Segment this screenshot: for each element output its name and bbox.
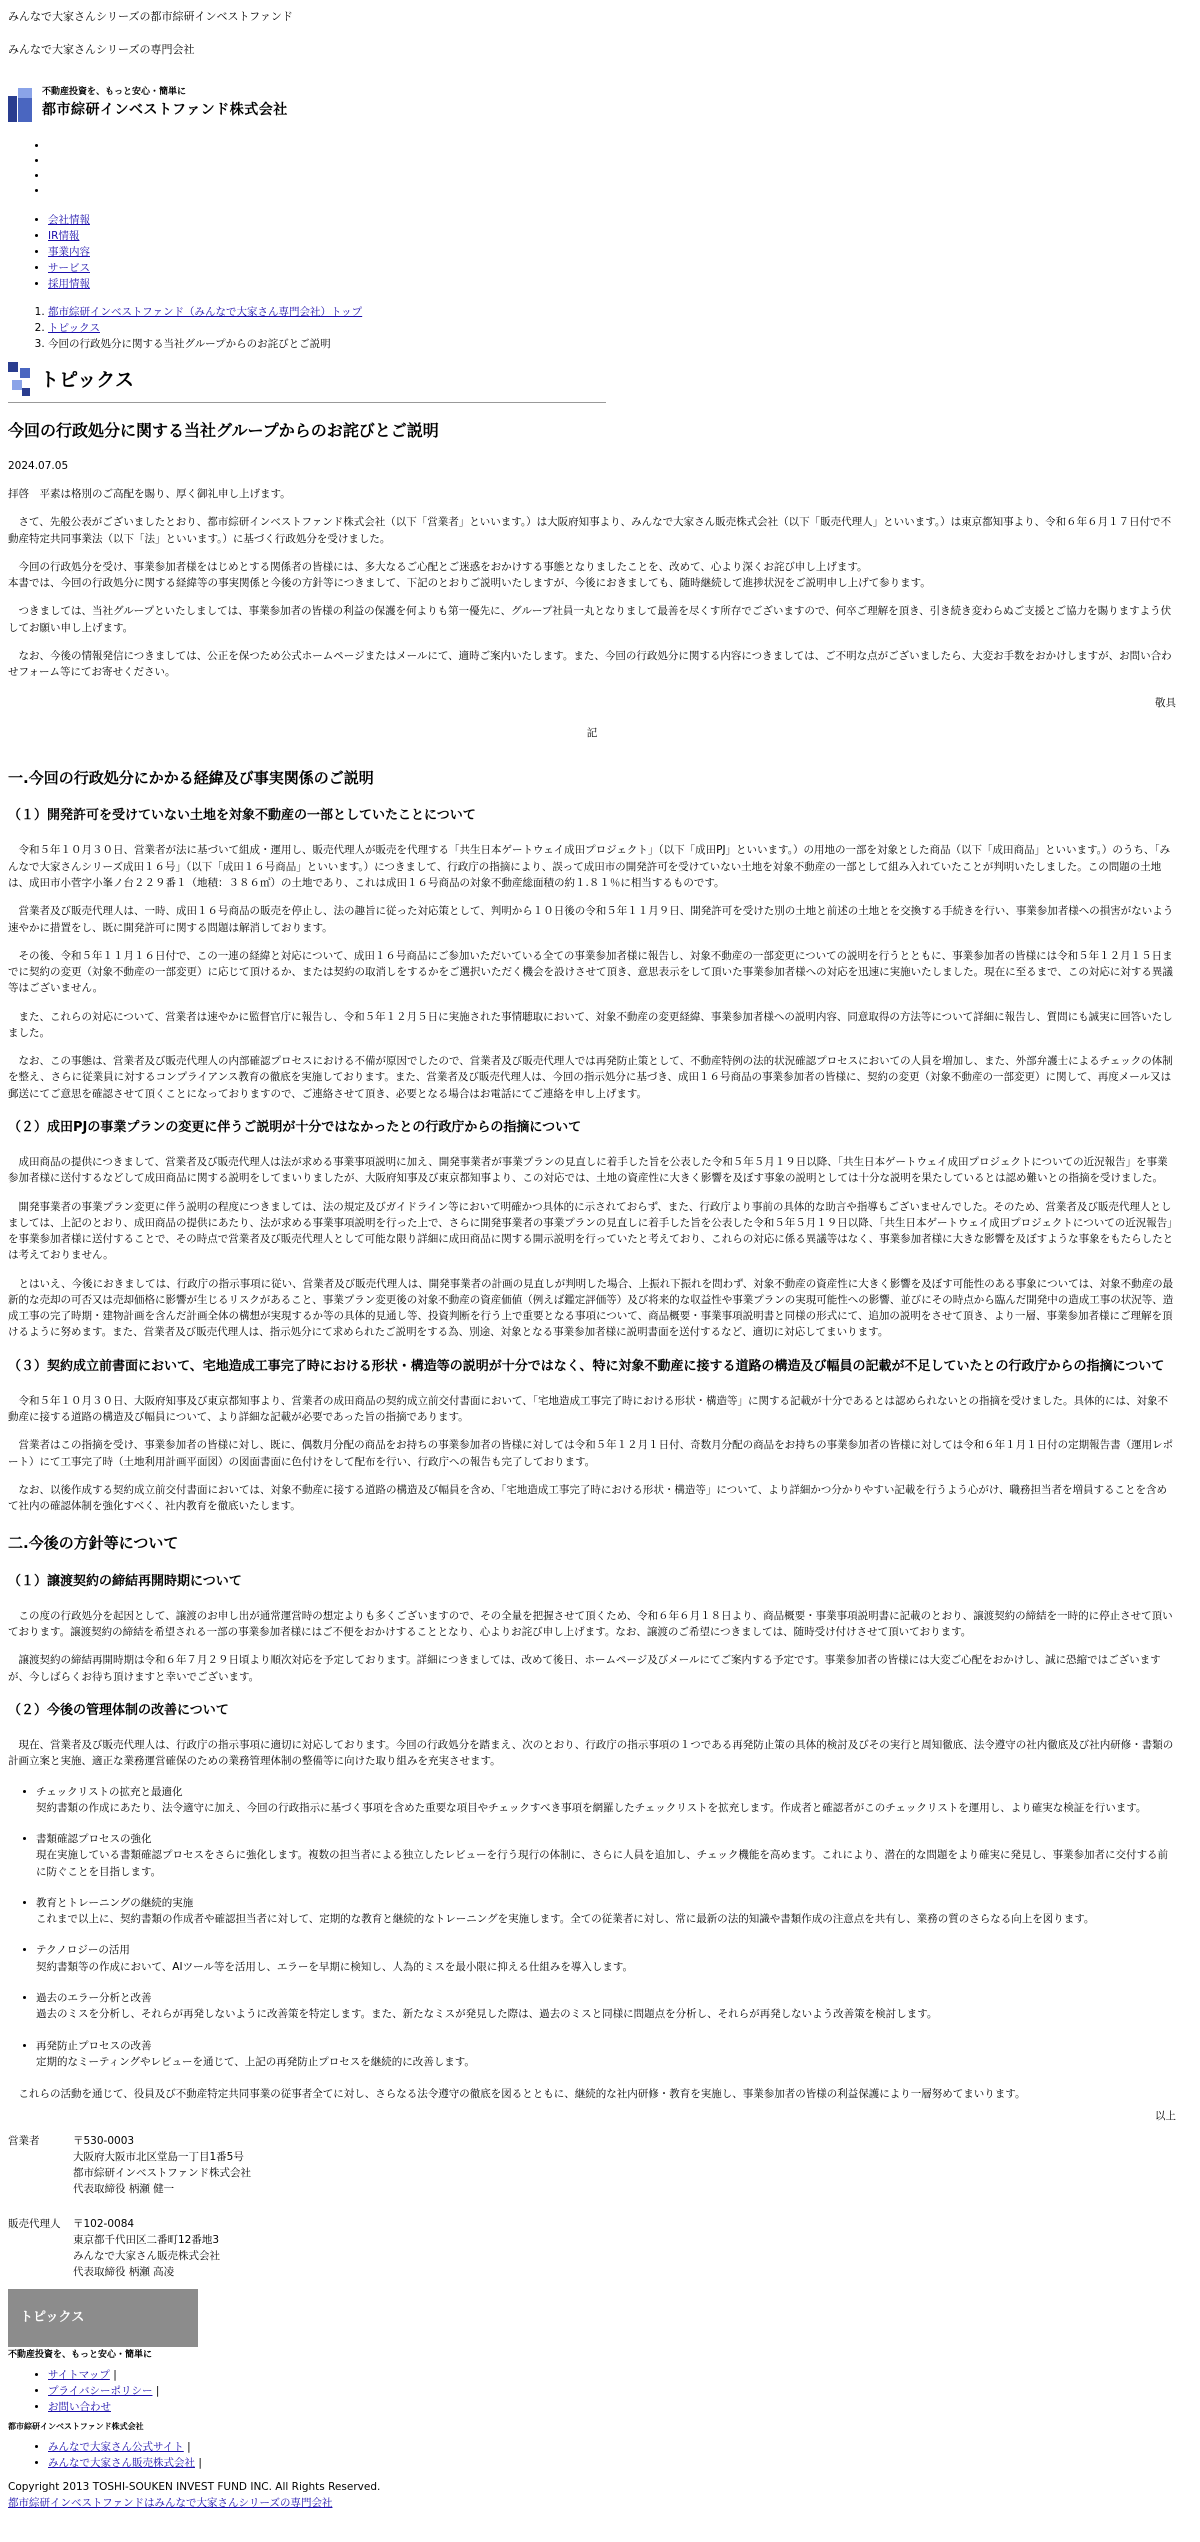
address-line: 代表取締役 柄瀬 健一 bbox=[73, 2183, 175, 2196]
breadcrumb-current: 3. 今回の行政処分に関する当社グループからのお詫びとご説明 bbox=[48, 336, 1176, 352]
measure-title: • 再発防止プロセスの改善 bbox=[36, 2039, 152, 2052]
nav-company[interactable]: 会社情報 bbox=[48, 214, 90, 227]
footer-link-privacy[interactable]: プライバシーポリシー bbox=[48, 2384, 153, 2397]
breadcrumb bbox=[8, 304, 1176, 352]
paragraph: 営業者はこの指摘を受け、事業参加者の皆様に対し、既に、偶数月分配の商品をお持ちの事業参加者の皆様に対しては令和５年１２月１日付、奇数月分配の商品をお持ちの事業参加者の皆様に対しては令和６年１月１日付の定期報告書（運用レポート）にて工事完了時（土地利用計画平面図）の図面書面に色付けをして配布を行い、行政庁への報告も完了しております。 bbox=[8, 1439, 1174, 1468]
measure-title: • チェックリストの拡充と最適化 bbox=[36, 1785, 183, 1798]
address-line: 大阪府大阪市北区堂島一丁目1番5号 bbox=[73, 2150, 244, 2163]
intro-paragraph: なお、今後の情報発信につきましては、公正を保つため公式ホームページまたはメールにて、適時ご案内いたします。また、今回の行政処分に関する内容につきましては、ご不明な点がございましたら、大変お手数をおかけしますが、お問い合わせフォーム等にてお寄せください。 bbox=[8, 650, 1172, 679]
paragraph: とはいえ、今後におきましては、行政庁の指示事項に従い、営業者及び販売代理人は、開発事業者の計画の見直しが判明した場合、上振れ下振れを問わず、対象不動産の資産性に大きく影響を及ぼす可能性のある事象については、対象不動産の最新的な売却の可否又は売却価格に影響が生じるリスクがあること、事業プラン変更後の対象不動産の資産価値（例えば鑑定評価等）及び将来的な収益性や事業プランの実現可能性への影響、並びにその時点から臨んだ開発中の造成工事の状況等、造成工事の完了時期・建物計画を含んだ計画全体の構想が実現するか等の具体的見通し等、投資判断を行う上で重要となる事項について、商品概要・事業事項説明書と同様の形式にて、追加の説明をさせて頂き、より一層、事業参加者様にご理解を頂けるように努めます。また、営業者及び販売代理人は、指示処分にて求められたご説明をする為、別途、対象となる事業参加者様に説明書面を送付するなど、適切に対応してまいります。 bbox=[8, 1277, 1174, 1339]
logo-tagline: 不動産投資を、もっと安心・簡単に bbox=[42, 87, 187, 98]
topics-heading bbox=[8, 362, 606, 403]
paragraph: その後、令和５年１１月１６日付で、この一連の経緯と対応について、成田１６号商品にご参加いただいている全ての事業参加者様に報告し、対象不動産の一部変更についての説明を行うとともに、事業参加者の皆様には令和５年１２月１５日までに契約の変更（対象不動産の一部変更）に応じて頂けるか、または契約の取消しをするかをご選択いただく機会を設けさせて頂き、意思表示をして頂いた事業参加者様への対応を迅速に実施いたしました。現在に至るまで、この対応に対する異議等はございません。 bbox=[8, 949, 1173, 995]
footer-company: 都市綜研インベストファンド株式会社 bbox=[8, 2421, 144, 2431]
footer-links bbox=[8, 2367, 1176, 2415]
top-subtagline: みんなで大家さんシリーズの専門会社 bbox=[8, 43, 195, 57]
measure-item bbox=[36, 2038, 1176, 2071]
global-nav bbox=[8, 212, 1176, 292]
address-line: 代表取締役 柄瀬 高凌 bbox=[73, 2266, 175, 2279]
measure-desc: これまで以上に、契約書類の作成者や確認担当者に対して、定期的な教育と継続的なトレーニングを実施します。全ての従業者に対し、常に最新の法的知識や書類作成の注意点を共有し、業務の質のさらなる向上を図ります。 bbox=[36, 1913, 1095, 1926]
footer-link-contact[interactable]: お問い合わせ bbox=[48, 2400, 111, 2413]
subsection-heading: （１）譲渡契約の締結再開時期について bbox=[8, 1573, 242, 1589]
link-separator: | bbox=[113, 2368, 117, 2381]
measure-item bbox=[36, 1990, 1176, 2023]
empty-list bbox=[8, 138, 1176, 198]
closing-keigu: 敬具 bbox=[1155, 696, 1176, 709]
article-title: 今回の行政処分に関する当社グループからのお詫びとご説明 bbox=[8, 421, 439, 441]
measure-desc: 過去のミスを分析し、それらが再発しないように改善策を特定します。また、新たなミスが発見した際は、過去のミスと同様に問題点を分析し、それらが再発しないよう改善策を検討します。 bbox=[36, 2008, 938, 2021]
footer bbox=[8, 2289, 1176, 2512]
footer-external-links bbox=[8, 2439, 1176, 2471]
measure-title: • 書類確認プロセスの強化 bbox=[36, 1833, 152, 1846]
section-heading: 二.今後の方針等について bbox=[8, 1534, 179, 1553]
footer-topics-box[interactable]: トピックス bbox=[8, 2289, 198, 2347]
link-separator: | bbox=[187, 2441, 191, 2454]
footer-bottom-link[interactable]: 都市綜研インベストファンドはみんなで大家さんシリーズの専門会社 bbox=[8, 2497, 333, 2510]
measure-desc: 契約書類の作成にあたり、法令適守に加え、今回の行政指示に基づく事項を含めた重要な項目やチェックすべき事項を網羅したチェックリストを拡充します。作成者と確認者がこのチェックリストを運用し、より確実な検証を行います。 bbox=[36, 1801, 1147, 1814]
nav-ir[interactable]: IR情報 bbox=[48, 230, 80, 243]
measure-desc: 現在実施している書類確認プロセスをさらに強化します。複数の担当者による独立したレビューを行う現行の体制に、さらに人員を追加し、チェック機能を高めます。これにより、潜在的な問題をより確実に発見し、事業参加者に交付する前に防ぐことを目指します。 bbox=[36, 1849, 1168, 1878]
paragraph: この度の行政処分を起因として、譲渡のお申し出が通常運営時の想定よりも多くございますので、その全量を把握させて頂くため、令和６年６月１８日より、商品概要・事業事項説明書に記載のとおり、譲渡契約の締結を一時的に停止させて頂いております。譲渡契約の締結を希望される一部の事業参加者様にはご不便をおかけすることとなり、心よりお詫び申し上げます。なお、譲渡のご希望につきましては、随時受け付けさせて頂いております。 bbox=[8, 1609, 1173, 1639]
paragraph: なお、この事態は、営業者及び販売代理人の内部確認プロセスにおける不備が原因でしたので、営業者及び販売代理人では再発防止策として、不動産特例の法的状況確認プロセスにおいての人員を増加し、また、外部弁護士によるチェックの体制を整え、さらに従業員に対するコンプライアンス教育の徹底を実施しております。また、営業者及び販売代理人は、今回の指示処分に基づき、成田１６号商品の事業参加者の皆様に、契約の変更（対象不動産の一部変更）に関して、再度メール又は郵送にてご意思を確認させて頂くことになっておりますので、ご連絡させて頂き、必要となる場合はお電話にてご連絡を申し上げます。 bbox=[8, 1055, 1173, 1100]
empty-list-item bbox=[48, 153, 1176, 168]
signatory-operator bbox=[8, 2133, 1176, 2198]
empty-list-item bbox=[48, 183, 1176, 198]
closing-ijo: 以上 bbox=[1155, 2110, 1176, 2123]
nav-recruit[interactable]: 採用情報 bbox=[48, 278, 90, 291]
footer-link-sales-company[interactable]: みんなで大家さん販売株式会社 bbox=[48, 2457, 195, 2470]
address-line: みんなで大家さん販売株式会社 bbox=[73, 2250, 220, 2263]
paragraph: 令和５年１０月３０日、営業者が法に基づいて組成・運用し、販売代理人が販売を代理する「共生日本ゲートウェイ成田プロジェクト」（以下「成田PJ」といいます。）の用地の一部を対象とした商品（以下「成田商品」といいます。）のうち、「みんなで大家さんシリーズ成田１６号」（以下「成田１６号商品」といいます。）につきまして、行政庁の指摘により、誤って成田市の開発許可を受けていない土地を対象不動産の一部として組み入れていたことが判明いたしました。この問題の土地は、成田市小菅字小峯ノ台２２９番１（地積：３８６㎡）の土地であり、これは成田１６号商品の対象不動産総面積の約１.８１％に相当するものです。 bbox=[8, 844, 1171, 889]
paragraph: 譲渡契約の締結再開時期は令和６年７月２９日頃より順次対応を予定しております。詳細につきましては、改めて後日、ホームページ及びメールにてご案内する予定です。事業参加者の皆様には大変ご心配をおかけし、誠に恐縮ではございますが、今しばらくお待ち頂けますと幸いでございます。 bbox=[8, 1654, 1161, 1683]
address-line: 都市綜研インベストファンド株式会社 bbox=[73, 2167, 251, 2180]
measure-item bbox=[36, 1895, 1176, 1928]
ki-marker: 記 bbox=[586, 726, 598, 739]
paragraph: 令和５年１０月３０日、大阪府知事及び東京都知事より、営業者の成田商品の契約成立前交付書面において、「宅地造成工事完了時における形状・構造等」に関する記載が十分であるとは認められないとの指摘を受けました。具体的には、対象不動産に接する道路の構造及び幅員について、より詳細な記載が必要であった旨の指摘であります。 bbox=[8, 1394, 1169, 1424]
breadcrumb-home[interactable]: 都市綜研インベストファンド（みんなで大家さん専門会社）トップ bbox=[48, 306, 363, 319]
topics-icon bbox=[8, 362, 32, 400]
article-body bbox=[8, 486, 1176, 2281]
section-heading: 一.今回の行政処分にかかる経緯及び事実関係のご説明 bbox=[8, 769, 374, 788]
signatory-label: 販売代理人 bbox=[8, 2217, 61, 2230]
footer-link-sitemap[interactable]: サイトマップ bbox=[48, 2368, 110, 2381]
address-line: 東京都千代田区二番町12番地3 bbox=[73, 2233, 220, 2246]
article-date: 2024.07.05 bbox=[8, 459, 69, 472]
measure-item bbox=[36, 1942, 1176, 1975]
copyright: Copyright 2013 TOSHI-SOUKEN INVEST FUND INC. All Rights Reserved. bbox=[8, 2481, 381, 2494]
subsection-heading: （１）開発許可を受けていない土地を対象不動産の一部としていたことについて bbox=[8, 808, 476, 824]
intro-paragraph: つきましては、当社グループといたしましては、事業参加者の皆様の利益の保護を何よりも第一優先に、グループ社員一丸となりまして最善を尽くす所存でございますので、何卒ご理解を頂き、引き続き変わらぬご支援とご協力を賜りますよう伏してお願い申し上げます。 bbox=[8, 605, 1172, 634]
empty-list-item bbox=[48, 138, 1176, 153]
paragraph: 成田商品の提供につきまして、営業者及び販売代理人は法が求める事業事項説明に加え、開発事業者が事業プランの見直しに着手した旨を公表した令和５年５月１９日以降、「共生日本ゲートウェイ成田プロジェクトについての近況報告」を事業参加者様に送付するなどして成田商品に関する説明をしてまいりましたが、大阪府知事及び東京都知事より、この対応では、土地の資産性に大きく影響を及ぼす事象の説明としては十分な説明を果たしているとは認め難いとの指摘を受けました。 bbox=[8, 1156, 1168, 1185]
paragraph: なお、以後作成する契約成立前交付書面においては、対象不動産に接する道路の構造及び幅員を含め、「宅地造成工事完了時における形状・構造等」について、より詳細かつ分かりやすい記載を行うよう心がけ、職務担当者を増員することを含めて社内の確認体制を強化すべく、社内教育を徹底いたします。 bbox=[8, 1483, 1167, 1513]
paragraph: 開発事業者の事業プラン変更に伴う説明の程度につきましては、法の規定及びガイドライン等において明確かつ具体的に示されておらず、また、行政庁より事前の具体的な助言や指導もございませんでした。そのため、営業者及び販売代理人としましては、上記のとおり、成田商品の提供にあたり、法が求める事業事項説明を行った上で、さらに開発事業者の事業プランの見直しに着手した旨を公表した令和５年５月１９日以降、「共生日本ゲートウェイ成田プロジェクトについての近況報告」を事業参加者様に送付することで、その時点で営業者及び販売代理人として可能な限り詳細に成田商品に関する開示説明を行っていたと考えており、これらの対応に係る異議等はなく、事業参加者様に大きな影響を及ぼすような事象をもたらしたとは考えておりません。 bbox=[8, 1200, 1174, 1262]
paragraph: また、これらの対応について、営業者は速やかに監督官庁に報告し、令和５年１２月５日に実施された事情聴取において、対象不動産の変更経緯、事業参加者様への説明内容、同意取得の方法等について詳細に報告し、質問にも誠実に回答いたしました。 bbox=[8, 1010, 1173, 1039]
header-logo[interactable] bbox=[8, 86, 1176, 124]
signatory-label: 営業者 bbox=[8, 2134, 40, 2147]
measure-desc: 定期的なミーティングやレビューを通じて、上記の再発防止プロセスを継続的に改善します。 bbox=[36, 2055, 475, 2068]
measure-title: • 教育とトレーニングの継続的実施 bbox=[36, 1896, 194, 1909]
greeting: 拝啓 平素は格別のご高配を賜り、厚く御礼申し上げます。 bbox=[8, 488, 291, 501]
logo-company-name: 都市綜研インベストファンド株式会社 bbox=[42, 102, 288, 119]
top-tagline: みんなで大家さんシリーズの都市綜研インベストファンド bbox=[8, 10, 293, 23]
footer-link-official-site[interactable]: みんなで大家さん公式サイト bbox=[48, 2441, 184, 2454]
empty-list-item bbox=[48, 168, 1176, 183]
measures-list bbox=[8, 1784, 1176, 2070]
nav-service[interactable]: サービス bbox=[48, 262, 90, 275]
subsection-heading: （２）成田PJの事業プランの変更に伴うご説明が十分ではなかったとの行政庁からの指摘について bbox=[8, 1119, 582, 1135]
paragraph: 営業者及び販売代理人は、一時、成田１６号商品の販売を停止し、法の趣旨に従った対応策として、判明から１０日後の令和５年１１月９日、開発許可を受けた別の土地と前述の土地とを交換する手続きを行い、事業参加者様への損害がないよう速やかに措置をし、既に開発許可に関する問題は解消しております。 bbox=[8, 905, 1174, 934]
measure-title: • 過去のエラー分析と改善 bbox=[36, 1991, 152, 2004]
breadcrumb-topics[interactable]: トピックス bbox=[48, 322, 100, 335]
link-separator: | bbox=[155, 2384, 160, 2397]
subsection-heading: （２）今後の管理体制の改善について bbox=[8, 1702, 229, 1718]
link-separator: | bbox=[198, 2457, 202, 2470]
subsection-heading: （３）契約成立前書面において、宅地造成工事完了時における形状・構造等の説明が十分ではなく、特に対象不動産に接する道路の構造及び幅員の記載が不足していたとの行政庁からの指摘について bbox=[8, 1358, 1165, 1374]
measure-desc: 契約書類等の作成において、AIツール等を活用し、エラーを早期に検知し、人為的ミスを最小限に抑える仕組みを導入します。 bbox=[36, 1960, 634, 1973]
logo-icon bbox=[8, 88, 34, 124]
paragraph: これらの活動を通じて、役員及び不動産特定共同事業の従事者全てに対し、さらなる法令遵守の徹底を図るとともに、継続的な社内研修・教育を実施し、事業参加者の皆様の利益保護により一層努めてまいります。 bbox=[18, 2088, 1026, 2101]
intro-paragraph: 今回の行政処分を受け、事業参加者様をはじめとする関係者の皆様には、多大なるご心配とご迷惑をおかけする事態となりましたことを、改めて、心より深くお詫び申し上げます。 本書では、今回の行政処分に関する経緯等の事実関係と今後の方針等につきまして、下記のとおりご説明いたしますが、今後におきましても、随時継続して進捗状況をご説明申し上げて参ります。 bbox=[8, 560, 931, 590]
measure-title: • テクノロジーの活用 bbox=[36, 1944, 130, 1957]
signatory-agent bbox=[8, 2216, 1176, 2281]
address-line: 〒102-0084 bbox=[73, 2217, 135, 2230]
address-line: 〒530-0003 bbox=[73, 2134, 135, 2147]
paragraph: 現在、営業者及び販売代理人は、行政庁の指示事項に適切に対応しております。今回の行政処分を踏まえ、次のとおり、行政庁の指示事項の１つである再発防止策の具体的検討及びその実行と周知徹底、法令遵守の社内徹底及び社内研修・書類の計画立案と実施、適正な業務運営確保のための業務管理体制の整備等に向けた取り組みを充実させます。 bbox=[8, 1739, 1174, 1768]
footer-tagline: 不動産投資を、もっと安心・簡単に bbox=[8, 2349, 153, 2360]
topics-title: トピックス bbox=[40, 369, 135, 392]
measure-item bbox=[36, 1784, 1176, 1817]
nav-business[interactable]: 事業内容 bbox=[48, 246, 90, 259]
intro-paragraph: さて、先般公表がございましたとおり、都市綜研インベストファンド株式会社（以下「営業者」といいます。）は大阪府知事より、みんなで大家さん販売株式会社（以下「販売代理人」といいます。）は東京都知事より、令和６年６月１７日付で不動産特定共同事業法（以下「法」といいます。）に基づく行政処分を受けました。 bbox=[8, 516, 1172, 545]
measure-item bbox=[36, 1831, 1176, 1880]
